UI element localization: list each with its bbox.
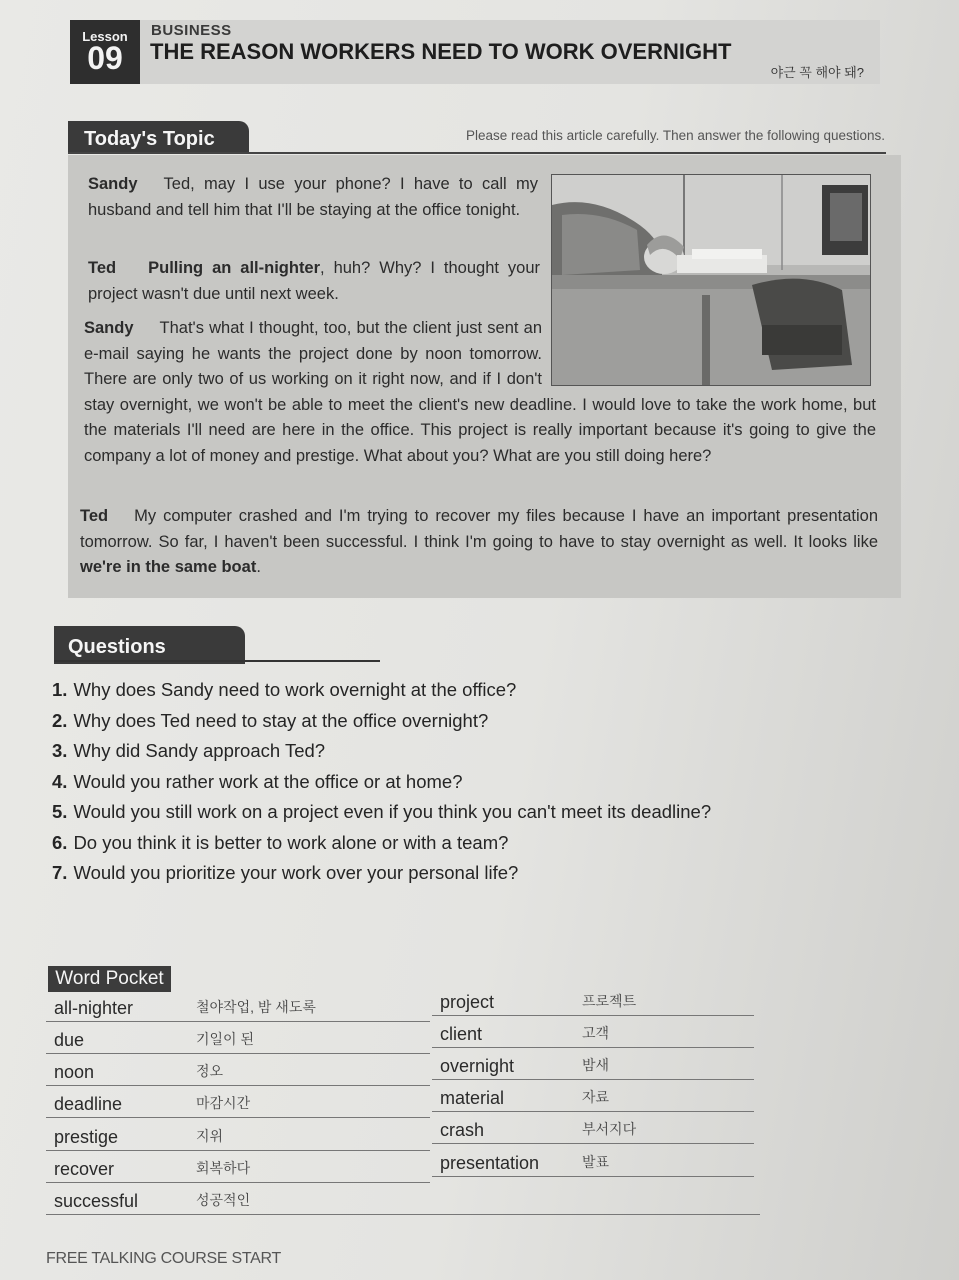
vocab-row [46, 1184, 760, 1215]
word-pocket-tab: Word Pocket [48, 966, 171, 992]
vocab-word: prestige [54, 1127, 119, 1147]
vocab-row [432, 985, 754, 1016]
vocab-word: deadline [54, 1094, 123, 1114]
dialogue-line-2 [88, 256, 540, 307]
vocab-row [46, 991, 430, 1022]
vocab-word: project [440, 992, 495, 1012]
vocab-meaning: 철야작업, 밤 새도록 [196, 999, 316, 1015]
question-item [52, 767, 711, 798]
vocab-word: successful [54, 1191, 139, 1211]
question-text: Do you think it is better to work alone or with a team? [73, 831, 509, 853]
question-number: 4. [52, 770, 68, 792]
speaker-name: Sandy [88, 175, 138, 193]
vocab-row [432, 1017, 754, 1048]
question-list [52, 675, 711, 889]
question-number: 6. [52, 831, 68, 853]
vocab-row [46, 1055, 430, 1086]
vocab-meaning: 정오 [196, 1063, 224, 1079]
vocab-row [432, 1081, 754, 1112]
vocab-word: presentation [440, 1153, 540, 1173]
dialogue-text: My computer crashed and I'm trying to recover my files because I have an important presentation tomorrow. So far, I haven't been successful. I think I'm going to have to stay overnight as well. It looks like [80, 507, 878, 551]
vocab-word: crash [440, 1120, 485, 1140]
idiom-highlight: we're in the same boat [80, 558, 257, 576]
questions-divider [54, 660, 380, 662]
vocab-meaning: 회복하다 [196, 1160, 251, 1176]
lesson-category: BUSINESS [151, 22, 232, 39]
question-text: Would you rather work at the office or at home? [73, 770, 463, 792]
lesson-title: THE REASON WORKERS NEED TO WORK OVERNIGHT [150, 39, 732, 64]
vocab-word: material [440, 1088, 505, 1108]
question-number: 1. [52, 679, 68, 700]
dialogue-line-4 [80, 504, 878, 581]
dialogue-line-1 [88, 172, 538, 223]
question-number: 2. [52, 709, 68, 731]
vocab-word: all-nighter [54, 998, 134, 1018]
dialogue-text: Ted, may I use your phone? I have to call my husband and tell him that I'll be staying at the office tonight. [88, 175, 538, 219]
vocab-row [432, 1113, 754, 1144]
vocab-row [46, 1152, 430, 1183]
question-item [52, 706, 711, 737]
dialogue-text: , huh? Why? I thought your project wasn't due until next week. [88, 259, 541, 303]
vocab-row [46, 1087, 430, 1118]
question-number: 3. [52, 740, 68, 761]
topic-divider [68, 152, 886, 154]
vocab-row [432, 1049, 754, 1080]
todays-topic-tab: Today's Topic [68, 121, 249, 154]
question-number: 5. [52, 801, 68, 822]
vocab-word: due [54, 1030, 85, 1050]
vocab-word: recover [54, 1159, 115, 1179]
vocab-meaning: 발표 [582, 1154, 610, 1170]
vocab-meaning: 마감시간 [196, 1095, 251, 1111]
speaker-name: Ted [88, 259, 117, 277]
idiom-highlight: Pulling an all-nighter [148, 259, 321, 277]
vocab-meaning: 프로젝트 [582, 993, 637, 1009]
question-item [52, 858, 711, 889]
vocab-meaning: 기일이 된 [196, 1031, 254, 1047]
vocab-word: noon [54, 1062, 95, 1082]
question-text: Would you prioritize your work over your personal life? [73, 862, 519, 883]
vocab-meaning: 지위 [196, 1128, 224, 1144]
lesson-number: 09 [87, 40, 123, 76]
question-item [52, 828, 711, 859]
dialogue-text-end: . [256, 558, 261, 576]
question-text: Why did Sandy approach Ted? [73, 740, 326, 761]
vocab-meaning: 성공적인 [196, 1192, 251, 1208]
questions-tab: Questions [54, 626, 245, 664]
question-text: Why does Sandy need to work overnight at the office? [73, 679, 517, 700]
question-item [52, 675, 711, 706]
question-item [52, 736, 711, 767]
lesson-label: Lesson [82, 29, 128, 44]
topic-instruction: Please read this article carefully. Then answer the following questions. [466, 128, 885, 143]
vocab-meaning: 자료 [582, 1089, 610, 1105]
question-text: Would you still work on a project even if you think you can't meet its deadline? [73, 801, 712, 822]
vocab-row [432, 1146, 754, 1177]
dialogue-line-3 [84, 316, 876, 469]
lesson-header [70, 20, 880, 84]
speaker-name: Sandy [84, 319, 134, 337]
dialogue-text: That's what I thought, too, but the client just sent an e-mail saying he wants the project done by noon tomorrow. There are only two of us working on it right now, and if I don't stay overnight, we won't be able to meet the client's new deadline. I would love to take the work home, but the materials I'll need are here in the office. This project is really important because it's going to give the company a lot of money and prestige. What about you? What are you still doing here? [84, 319, 876, 465]
lesson-badge [70, 20, 140, 84]
vocab-word: overnight [440, 1056, 515, 1076]
question-text: Why does Ted need to stay at the office overnight? [73, 709, 489, 731]
vocab-meaning: 고객 [582, 1025, 610, 1041]
vocab-word: client [440, 1024, 483, 1044]
speaker-name: Ted [80, 507, 109, 525]
page-footer: FREE TALKING COURSE START [46, 1250, 281, 1267]
vocab-row [46, 1023, 430, 1054]
lesson-title-korean: 야근 꼭 해야 돼? [770, 65, 864, 80]
vocab-meaning: 밤새 [582, 1057, 610, 1073]
vocab-row [46, 1120, 430, 1151]
vocab-meaning: 부서지다 [582, 1121, 637, 1137]
question-number: 7. [52, 862, 68, 883]
photo-float-spacer [542, 316, 876, 390]
question-item [52, 797, 711, 828]
